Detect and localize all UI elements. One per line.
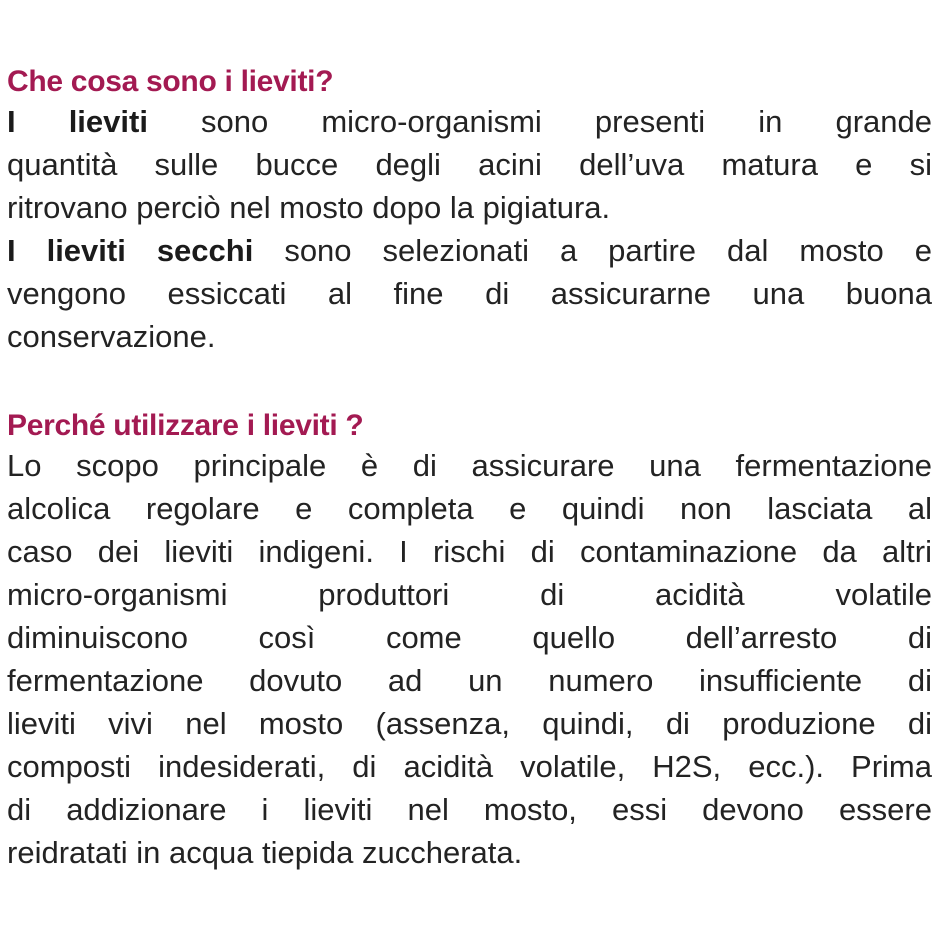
bold-term: I lieviti	[7, 104, 148, 139]
line-text: composti indesiderati, di acidità volatile, H2S, ecc.). Prima	[7, 749, 932, 784]
line-text: caso dei lieviti indigeni. I rischi di contaminazione da altri	[7, 534, 932, 569]
line-text: quantità sulle bucce degli acini dell’uva matura e si	[7, 147, 932, 182]
paragraph-line	[7, 229, 932, 272]
paragraph-line	[7, 272, 932, 315]
paragraph-line	[7, 444, 932, 487]
paragraph-line	[7, 143, 932, 186]
paragraph-line	[7, 487, 932, 530]
line-text: ritrovano perciò nel mosto dopo la pigiatura.	[7, 190, 611, 225]
section-heading: Che cosa sono i lieviti?	[7, 65, 334, 98]
line-text: lieviti vivi nel mosto (assenza, quindi, di produzione di	[7, 706, 932, 741]
line-text: reidratati in acqua tiepida zuccherata.	[7, 835, 523, 870]
line-text: di addizionare i lieviti nel mosto, essi devono essere	[7, 792, 932, 827]
section-why-use-yeasts	[7, 408, 932, 874]
line-text: micro-organismi produttori di acidità volatile	[7, 577, 932, 612]
section-what-are-yeasts	[7, 64, 932, 358]
paragraph-line	[7, 573, 932, 616]
line-text: diminuiscono così come quello dell’arresto di	[7, 620, 932, 655]
line-text: sono selezionati a partire dal mosto e	[253, 233, 932, 268]
line-text: conservazione.	[7, 319, 216, 354]
paragraph-line	[7, 186, 932, 229]
section-heading: Perché utilizzare i lieviti ?	[7, 409, 364, 442]
paragraph-line	[7, 659, 932, 702]
paragraph-line	[7, 100, 932, 143]
line-text: Lo scopo principale è di assicurare una fermentazione	[7, 448, 932, 483]
paragraph-line	[7, 616, 932, 659]
paragraph-line	[7, 831, 932, 874]
bold-term: I lieviti secchi	[7, 233, 254, 268]
paragraph-line	[7, 788, 932, 831]
paragraph-line	[7, 745, 932, 788]
line-text: fermentazione dovuto ad un numero insufficiente di	[7, 663, 932, 698]
line-text: sono micro-organismi presenti in grande	[147, 104, 932, 139]
paragraph-line	[7, 315, 932, 358]
paragraph-line	[7, 530, 932, 573]
paragraph-line	[7, 702, 932, 745]
line-text: vengono essiccati al fine di assicurarne una buona	[7, 276, 932, 311]
line-text: alcolica regolare e completa e quindi non lasciata al	[7, 491, 932, 526]
